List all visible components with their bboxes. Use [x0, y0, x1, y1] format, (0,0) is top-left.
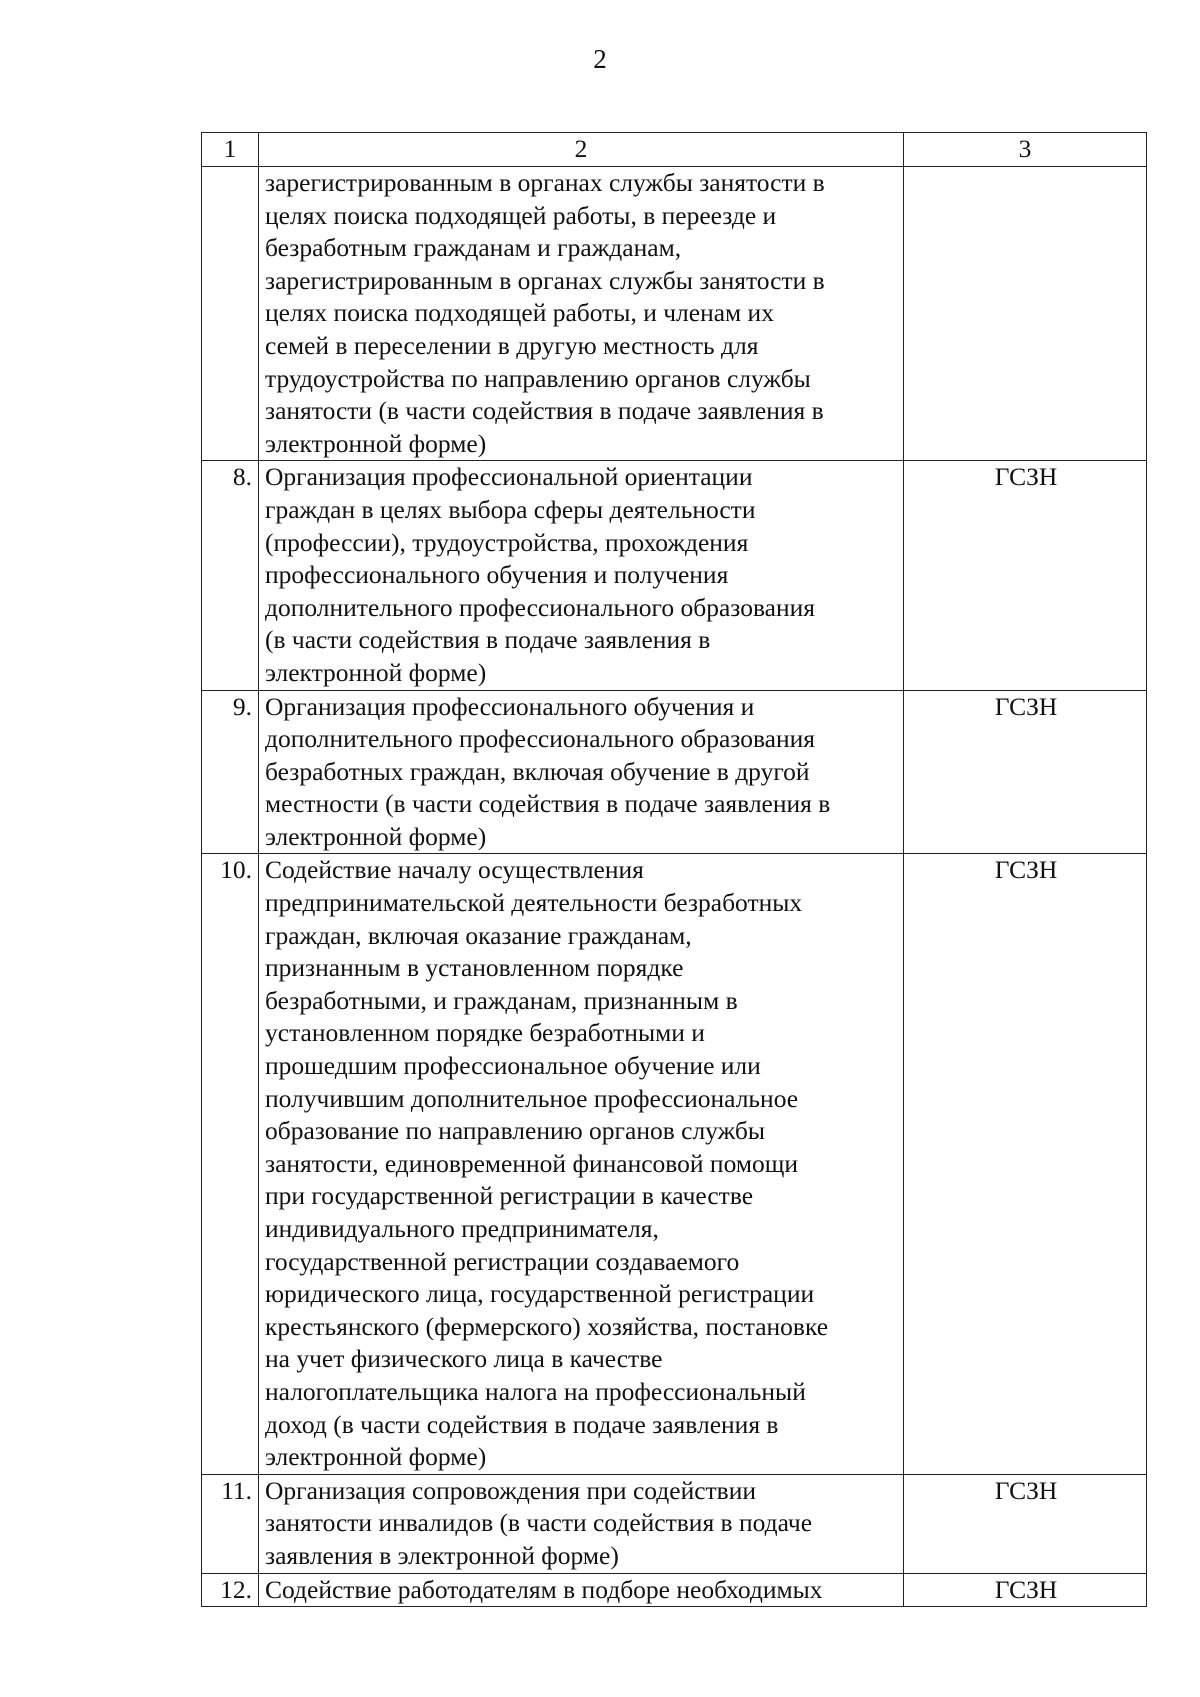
table-row [202, 461, 1147, 690]
header-col-2: 2 [259, 133, 904, 167]
row-text: Организация профессионального обучения и дополнительного профессионального образования безработных граждан, включая обучение в другой местности (в части содействия в подаче заявления в электронной форме) [259, 690, 904, 854]
table-row [202, 854, 1147, 1474]
row-organization: ГСЗН [904, 461, 1147, 690]
row-number [202, 167, 259, 461]
row-organization: ГСЗН [904, 854, 1147, 1474]
header-col-3: 3 [904, 133, 1147, 167]
table-header-row [202, 133, 1147, 167]
row-text: Содействие началу осуществления предпринимательской деятельности безработных граждан, включая оказание гражданам, признанным в установленном порядке безработными, и гражданам, признанным в установленном порядке безработными и прошедшим профессиональное обучение или получившим дополнительное профессиональное образование по направлению органов службы занятости, единовременной финансовой помощи при государственной регистрации в качестве индивидуального предпринимателя, государственной регистрации создаваемого юридического лица, государственной регистрации крестьянского (фермерского) хозяйства, постановке на учет физического лица в качестве налогоплательщика налога на профессиональный доход (в части содействия в подаче заявления в электронной форме) [259, 854, 904, 1474]
row-organization: ГСЗН [904, 1573, 1147, 1607]
services-table [201, 132, 1147, 1607]
row-text: Содействие работодателям в подборе необходимых [259, 1573, 904, 1607]
row-number: 12. [202, 1573, 259, 1607]
row-organization [904, 167, 1147, 461]
row-text: Организация профессиональной ориентации граждан в целях выбора сферы деятельности (профессии), трудоустройства, прохождения профессионального обучения и получения дополнительного профессионального образования (в части содействия в подаче заявления в электронной форме) [259, 461, 904, 690]
table-row [202, 690, 1147, 854]
row-number: 9. [202, 690, 259, 854]
header-col-1: 1 [202, 133, 259, 167]
row-number: 10. [202, 854, 259, 1474]
row-organization: ГСЗН [904, 690, 1147, 854]
row-number: 8. [202, 461, 259, 690]
page-number: 2 [593, 44, 607, 74]
table-row [202, 1474, 1147, 1573]
row-organization: ГСЗН [904, 1474, 1147, 1573]
row-number: 11. [202, 1474, 259, 1573]
row-text: зарегистрированным в органах службы занятости в целях поиска подходящей работы, в переезде и безработным гражданам и гражданам, зарегистрированным в органах службы занятости в целях поиска подходящей работы, и членам их семей в переселении в другую местность для трудоустройства по направлению органов службы занятости (в части содействия в подаче заявления в электронной форме) [259, 167, 904, 461]
table-row [202, 167, 1147, 461]
row-text: Организация сопровождения при содействии занятости инвалидов (в части содействия в подаче заявления в электронной форме) [259, 1474, 904, 1573]
table-row [202, 1573, 1147, 1607]
